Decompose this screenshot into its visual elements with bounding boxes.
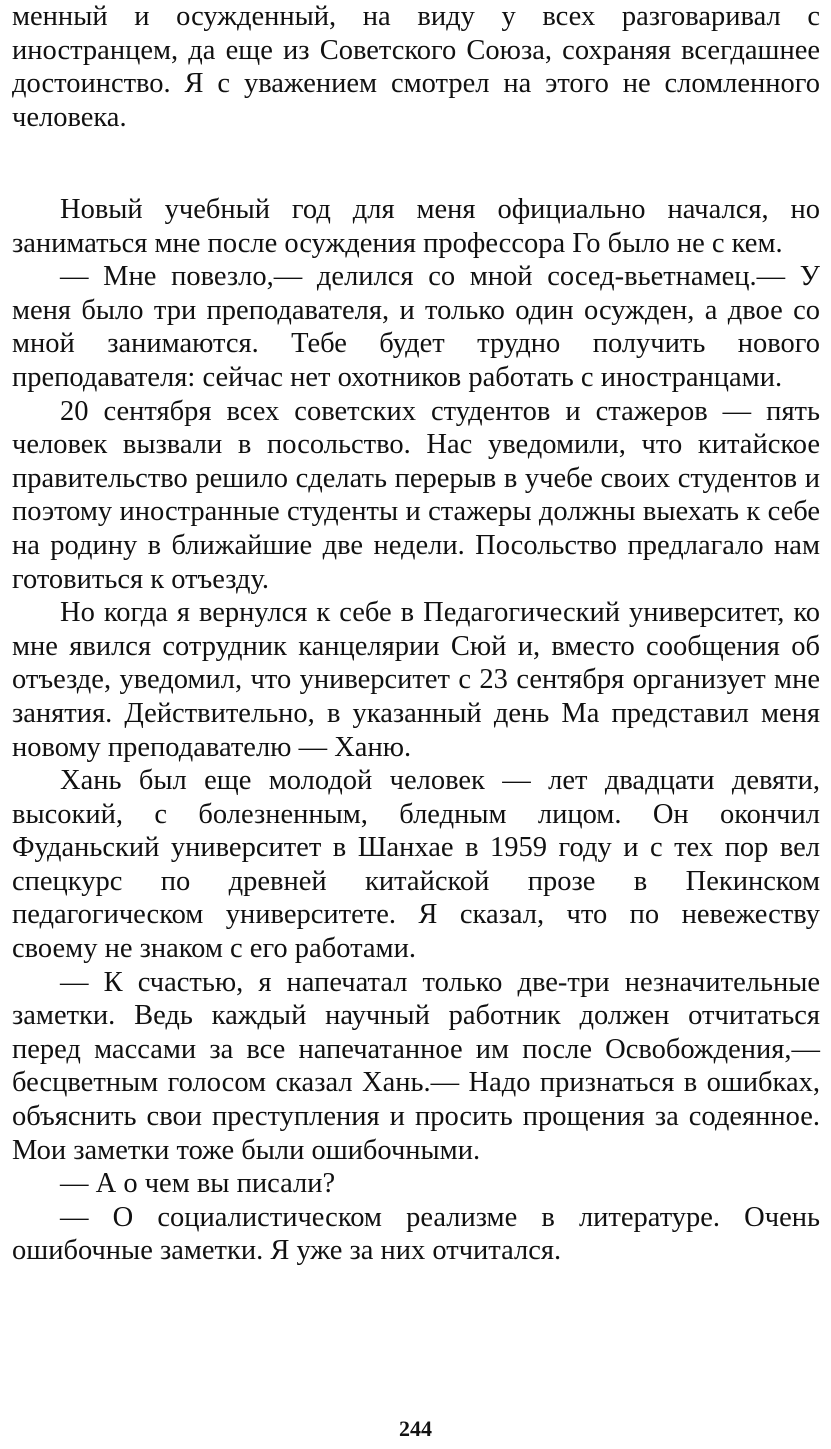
paragraph-continued: менный и осужденный, на виду у всех разговаривал с иностранцем, да еще из Советского Союза, сохраняя всегдашнее достоинство. Я с уважением смотрел на этого не сломленного человека. xyxy=(12,1,820,133)
page-number: 244 xyxy=(399,1416,432,1441)
main-text-section xyxy=(12,193,820,1268)
continued-text-fragment xyxy=(12,0,820,134)
paragraph: Новый учебный год для меня официально начался, но заниматься мне после осуждения профессора Го было не с кем. xyxy=(12,194,820,259)
paragraph: Хань был еще молодой человек — лет двадцати девяти, высокий, с болезненным, бледным лицом. Он окончил Фуданьский университет в Шанхае в 1959 году и с тех пор вел спецкурс по древней китайской прозе в Пекинском педагогическом университете. Я сказал, что по невежеству своему не знаком с его работами. xyxy=(12,765,820,965)
paragraph: — А о чем вы писали? xyxy=(60,1168,336,1200)
paragraph: — О социалистическом реализме в литературе. Очень ошибочные заметки. Я уже за них отчитался. xyxy=(12,1201,820,1267)
paragraph: Но когда я вернулся к себе в Педагогический университет, ко мне явился сотрудник канцелярии Сюй и, вместо сообщения об отъезде, уведомил, что университет с 23 сентября организует мне занятия. Действительно, в указанный день Ма представил меня новому преподавателю — Ханю. xyxy=(12,597,820,763)
paragraph: — Мне повезло,— делился со мной сосед-вьетнамец.— У меня было три преподавателя, и только один осужден, а двое со мной занимаются. Тебе будет трудно получить нового преподавателя: сейчас нет охотников работать с иностранцами. xyxy=(12,261,820,393)
paragraph: 20 сентября всех советских студентов и стажеров — пять человек вызвали в посольство. Нас уведомили, что китайское правительство решило сделать перерыв в учебе своих студентов и поэтому иностранные студенты и стажеры должны выехать к себе на родину в ближайшие две недели. Посольство предлагало нам готовиться к отъезду. xyxy=(12,395,820,595)
paragraph: — К счастью, я напечатал только две-три незначительные заметки. Ведь каждый научный работник должен отчитаться перед массами за все напечатанное им после Освобождения,— бесцветным голосом сказал Хань.— Надо признаться в ошибках, объяснить свои преступления и просить прощения за содеянное. Мои заметки тоже были ошибочными. xyxy=(12,966,820,1166)
